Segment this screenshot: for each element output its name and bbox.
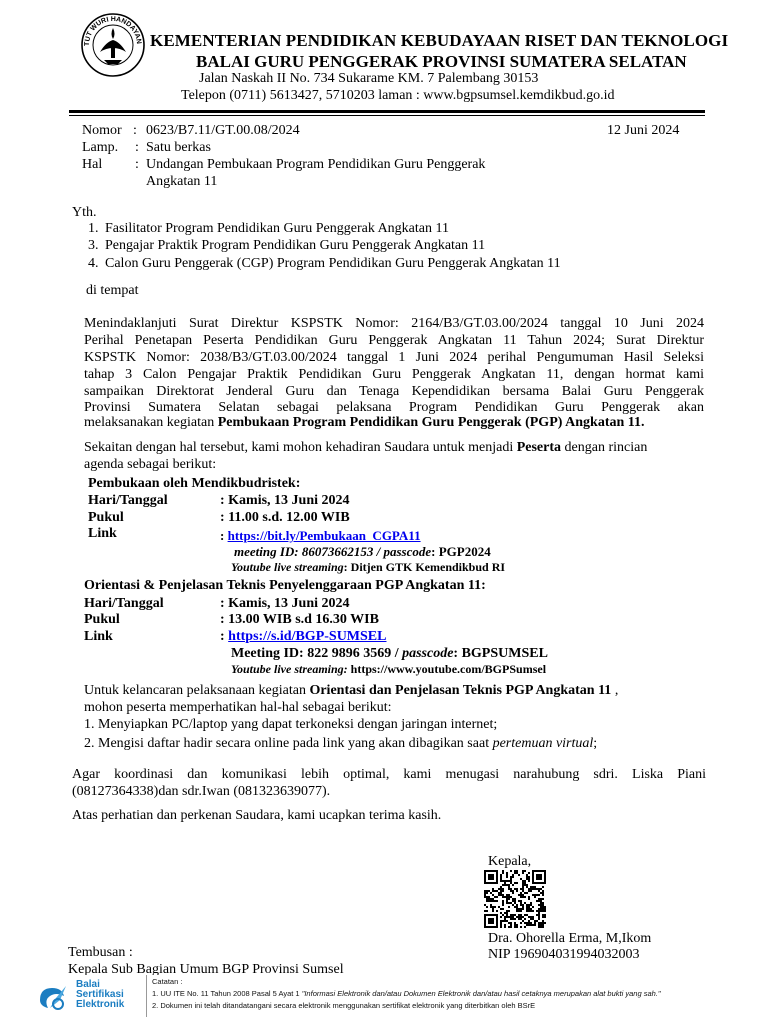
agenda1-link-row: [220, 528, 421, 543]
youtube-label: Youtube live streaming:: [231, 662, 348, 676]
body-plain-text: Sekaitan dengan hal tersebut, kami mohon kehadiran Saudara untuk menjadi: [84, 440, 517, 455]
agenda1-day-value: : Kamis, 13 Juni 2024: [220, 493, 350, 508]
peserta-bold: Peserta: [516, 440, 562, 455]
agenda2-link-row: [220, 629, 387, 645]
signature-title: Kepala,: [488, 854, 532, 869]
meeting-id-text: meeting ID: 86073662153 / passcode: [234, 544, 432, 559]
youtube-channel: : Ditjen GTK Kemendikbud RI: [343, 560, 506, 574]
catatan-label: Catatan :: [152, 977, 183, 986]
qr-code-icon: [484, 870, 546, 928]
letter-date: 12 Juni 2024: [607, 123, 680, 138]
agenda2-day-label: Hari/Tanggal: [84, 596, 164, 611]
body-paragraph-line: Menindaklanjuti Surat Direktur KSPSTK Nomor: 2164/B3/GT.03.00/2024 tanggal 10 Juni 2024: [84, 316, 704, 331]
header-contact: Telepon (0711) 5613427, 5710203 laman : www.bgpsumsel.kemdikbud.go.id: [181, 88, 615, 103]
body-paragraph2-line2: agenda sebagai berikut:: [84, 457, 217, 472]
header-address: Jalan Naskah II No. 734 Sukarame KM. 7 Palembang 30153: [199, 71, 539, 86]
agenda1-title: Pembukaan oleh Mendikbudristek:: [88, 476, 301, 491]
body-plain-text: ;: [593, 736, 598, 751]
agenda2-meeting-id: [231, 646, 548, 662]
body-paragraph-line: KSPSTK Nomor: 2038/B3/GT.03.00/2024 tanggal 1 Juni 2024 perihal Pengumuman Hasil Seleksi: [84, 350, 704, 365]
bsre-word: Elektronik: [76, 999, 125, 1010]
tembusan-item: Kepala Sub Bagian Umum BGP Provinsi Sumsel: [68, 962, 344, 975]
tut-wuri-handayani-logo-icon: [80, 12, 146, 78]
header-divider-thin: [69, 115, 705, 116]
youtube-label: Youtube live streaming: [231, 560, 344, 574]
agenda1-link-label: Link: [88, 526, 117, 541]
bsre-word: Balai: [76, 979, 100, 990]
hal-value-line1: Undangan Pembukaan Program Pendidikan Guru Penggerak: [146, 157, 486, 172]
closing-paragraph3-line1: [84, 683, 618, 699]
requirement-item-1: 1. Menyiapkan PC/laptop yang dapat terkoneksi dengan jaringan internet;: [84, 717, 498, 732]
colon: :: [220, 629, 225, 644]
body-paragraph2-line1: [84, 440, 647, 456]
note-quote: "Informasi Elektronik dan/atau Dokumen Elektronik dan/atau hasil cetaknya merupakan alat bukti yang sah.": [301, 989, 661, 998]
body-paragraph-line: tahap 3 Calon Pengajar Praktik Pendidikan Guru Penggerak Angkatan 11, dengan hormat kami: [84, 367, 704, 382]
agenda2-link-label: Link: [84, 629, 113, 644]
requirement-item-2: [84, 736, 597, 752]
logo-motto: TUT WURI HANDAYAN: [83, 15, 143, 47]
recipient-item: Calon Guru Penggerak (CGP) Program Pendidikan Guru Penggerak Angkatan 11: [105, 256, 561, 271]
agenda1-meeting-id: [234, 544, 491, 559]
body-paragraph-line: Perihal Penetapan Peserta Pendidikan Guru Penggerak Angkatan 11 Tahun 2024; Surat Direktur: [84, 333, 704, 348]
agenda1-time-value: : 11.00 s.d. 12.00 WIB: [220, 510, 350, 525]
agenda1-youtube: [231, 560, 505, 574]
recipient-item: Fasilitator Program Pendidikan Guru Penggerak Angkatan 11: [105, 221, 449, 236]
tembusan-label: Tembusan :: [68, 945, 133, 960]
agenda2-link[interactable]: https://s.id/BGP-SUMSEL: [228, 629, 387, 644]
agenda2-title: Orientasi & Penjelasan Teknis Penyelenggaraan PGP Angkatan 11:: [84, 578, 486, 593]
contact-paragraph-line1: Agar koordinasi dan komunikasi lebih optimal, kami menugasi narahubung sdri. Liska Piani: [72, 767, 706, 782]
nomor-label: Nomor: [82, 123, 122, 138]
virtual-meeting-italic: pertemuan virtual: [492, 736, 594, 751]
catatan-note-2: 2. Dokumen ini telah ditandatangani secara elektronik menggunakan sertifikat elektronik yang diterbitkan oleh BSrE: [152, 1001, 536, 1010]
body-paragraph-line: sampaikan Direktorat Jenderal Guru dan Tenaga Kependidikan bersama Balai Guru Penggerak: [84, 384, 704, 399]
agenda2-youtube: [231, 662, 546, 676]
passcode-label: passcode: [402, 646, 454, 661]
recipient-num: 4.: [88, 256, 99, 271]
youtube-url: https://www.youtube.com/BGPSumsel: [347, 662, 547, 676]
thanks-paragraph: Atas perhatian dan perkenan Saudara, kami ucapkan terima kasih.: [72, 808, 442, 823]
bsre-wordmark: [76, 980, 124, 1010]
recipient-item: Pengajar Praktik Program Pendidikan Guru Penggerak Angkatan 11: [105, 238, 486, 253]
recipient-num: 3.: [88, 238, 99, 253]
body-paragraph-last-line: [84, 415, 645, 431]
signatory-nip: NIP 196904031994032003: [488, 947, 640, 962]
header-divider-thick: [69, 110, 705, 113]
yth-label: Yth.: [72, 205, 97, 220]
orientation-title-bold: Orientasi dan Penjelasan Teknis PGP Angkatan 11: [309, 683, 612, 698]
body-plain-text: Untuk kelancaran pelaksanaan kegiatan: [84, 683, 310, 698]
body-plain-text: dengan rincian: [561, 440, 648, 455]
hal-colon: :: [135, 157, 139, 172]
closing-paragraph3-line2: mohon peserta memperhatikan hal-hal sebagai berikut:: [84, 700, 392, 715]
recipient-place: di tempat: [86, 283, 139, 298]
nomor-colon: :: [133, 123, 137, 138]
passcode-text: : BGPSUMSEL: [453, 646, 548, 661]
lamp-colon: :: [135, 140, 139, 155]
body-plain-text: 2. Mengisi daftar hadir secara online pada link yang akan dibagikan saat: [84, 736, 493, 751]
lamp-label: Lamp.: [82, 140, 119, 155]
meeting-id-text: Meeting ID: 822 9896 3569 /: [231, 646, 403, 661]
hal-value-line2: Angkatan 11: [146, 174, 218, 189]
agenda1-day-label: Hari/Tanggal: [88, 493, 168, 508]
bsre-logo-icon: [36, 982, 72, 1014]
hal-label: Hal: [82, 157, 103, 172]
event-title-bold: Pembukaan Program Pendidikan Guru Penggerak (PGP) Angkatan 11.: [217, 415, 645, 430]
header-institution: BALAI GURU PENGGERAK PROVINSI SUMATERA SELATAN: [196, 52, 687, 71]
lamp-value: Satu berkas: [146, 140, 211, 155]
body-plain-text: ,: [611, 683, 619, 698]
catatan-note-1: [152, 989, 661, 998]
contact-paragraph-line2: (08127364338)dan sdr.Iwan (081323639077).: [72, 784, 331, 799]
agenda1-zoom-link[interactable]: https://bit.ly/Pembukaan_CGPA11: [227, 528, 421, 543]
colon: :: [220, 528, 225, 543]
signatory-name: Dra. Ohorella Erma, M,Ikom: [488, 931, 652, 946]
bsre-word: Sertifikasi: [76, 989, 124, 1000]
agenda2-time-value: : 13.00 WIB s.d 16.30 WIB: [220, 612, 379, 627]
body-plain-text: melaksanakan kegiatan: [84, 415, 218, 430]
agenda2-day-value: : Kamis, 13 Juni 2024: [220, 596, 350, 611]
body-paragraph-line: Provinsi Sumatera Selatan sebagai pelaksana Program Pendidikan Guru Penggerak akan: [84, 400, 704, 415]
agenda2-time-label: Pukul: [84, 612, 120, 627]
header-ministry: KEMENTERIAN PENDIDIKAN KEBUDAYAAN RISET DAN TEKNOLOGI: [150, 31, 729, 50]
note-text: 1. UU ITE No. 11 Tahun 2008 Pasal 5 Ayat 1: [152, 989, 302, 998]
passcode-text: : PGP2024: [431, 544, 491, 559]
agenda1-time-label: Pukul: [88, 510, 124, 525]
nomor-value: 0623/B7.11/GT.00.08/2024: [146, 123, 300, 138]
recipient-num: 1.: [88, 221, 99, 236]
